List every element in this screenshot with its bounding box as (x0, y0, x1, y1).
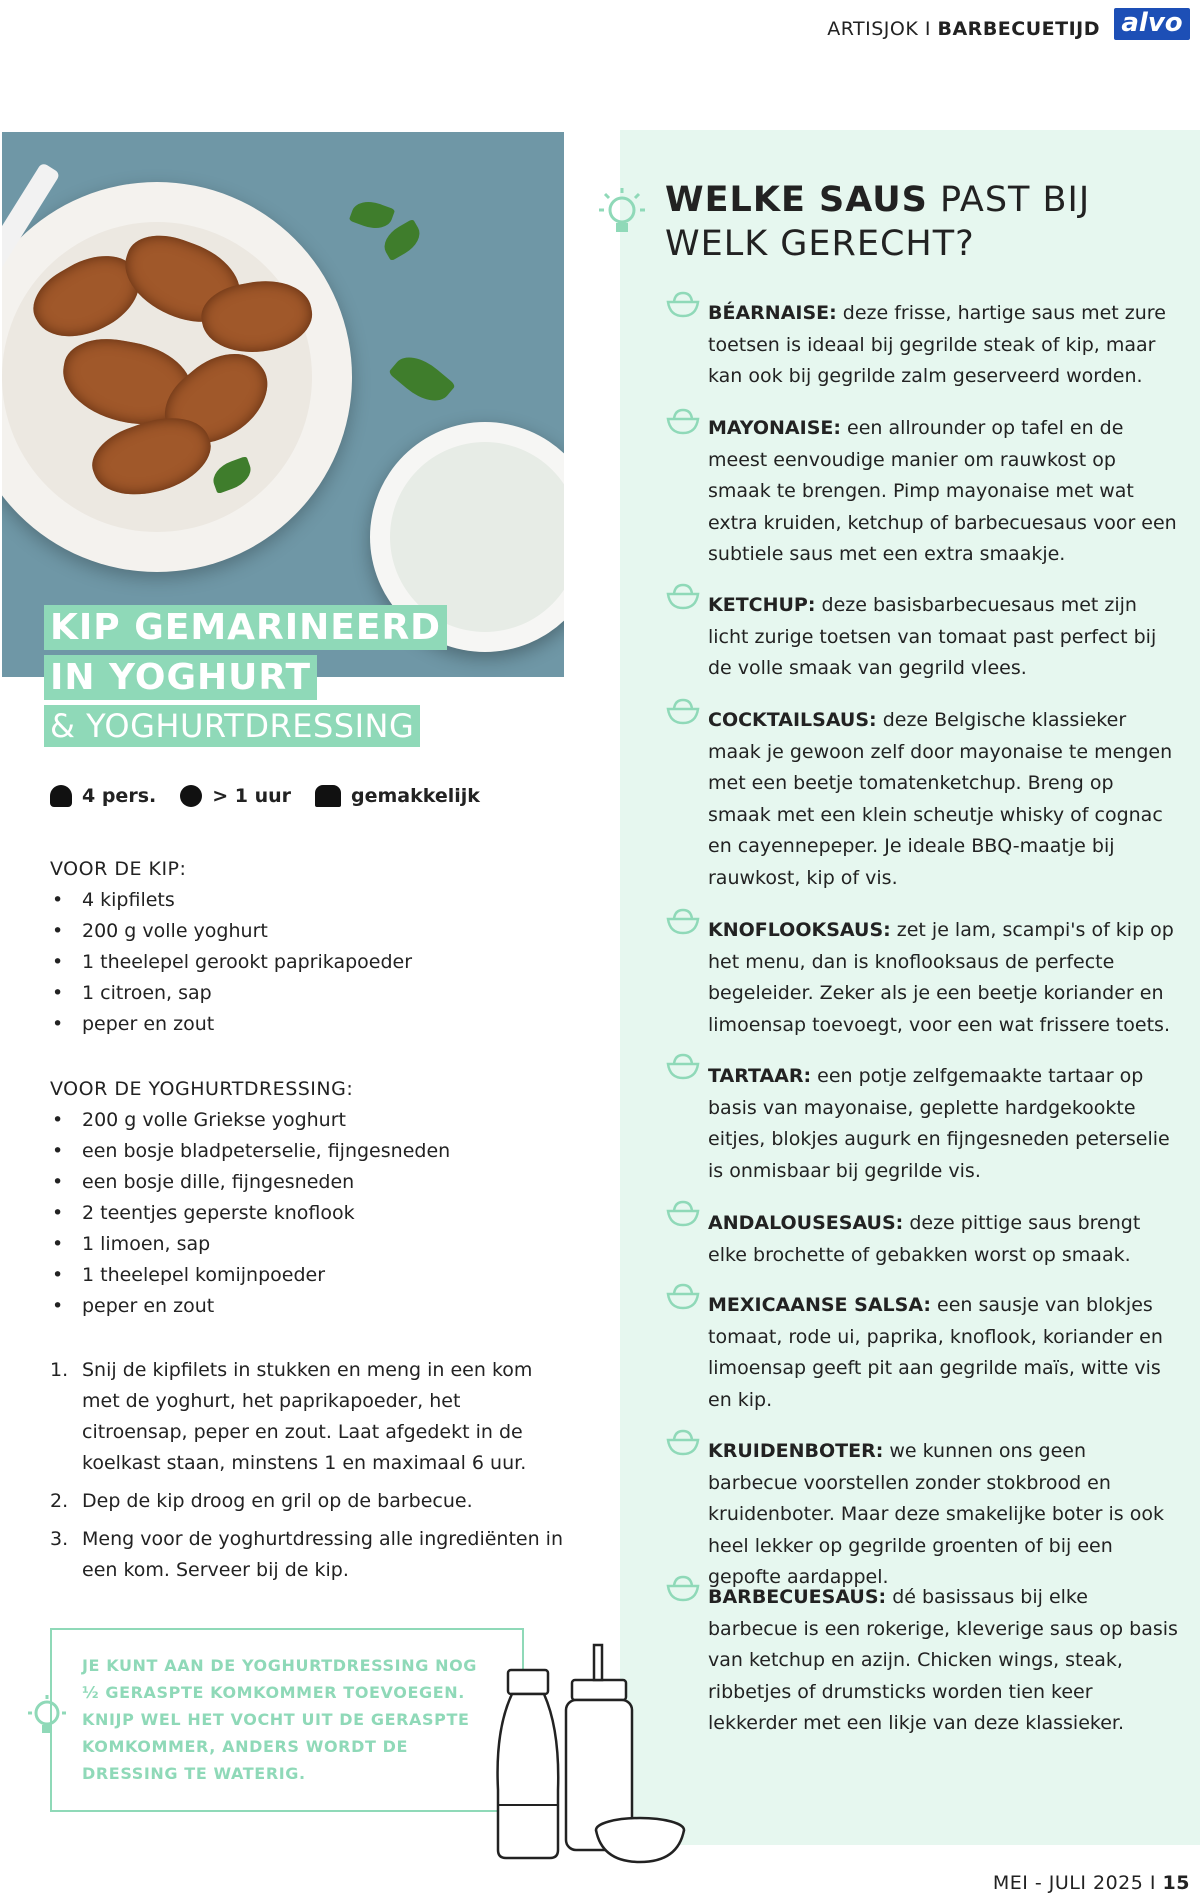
sauce-title-rest: PAST BIJ (927, 180, 1091, 220)
list-item: • een bosje bladpeterselie, fijngesneden (50, 1136, 450, 1167)
dressing-ingredients (50, 1074, 450, 1322)
step: 1. Snij de kipfilets in stukken en meng in een kom met de yoghurt, het paprikapoeder, het citroensap, peper en zout. Laat afgedekt in de koelkast staan, minstens 1 en maximaal 6 uur. (50, 1359, 533, 1474)
recipe-steps (50, 1355, 570, 1593)
sauce-item: KNOFLOOKSAUS: zet je lam, scampi's of kip op het menu, dan is knoflooksaus de perfecte begeleider. Zeker als je een beetje koriander en limoensap toevoegt, voor een wat frissere toets. (708, 919, 1174, 1036)
persons: 4 pers. (82, 785, 157, 807)
recipe-title-line2: IN YOGHURT (44, 655, 317, 700)
sauce-item: BARBECUESAUS: dé basissaus bij elke barbecue is een rokerige, kleverige saus op basis van ketchup en azijn. Chicken wings, steak, ribbetjes of drumsticks worden tien keer lekkerder met een likje van deze klassieker. (708, 1586, 1178, 1734)
alvo-logo: alvo (1114, 8, 1190, 40)
list-item: • een bosje dille, fijngesneden (50, 1167, 450, 1198)
footer-separator: I (1143, 1872, 1163, 1894)
sauce-bowl-icon (665, 288, 701, 318)
sauce-bowl-icon (665, 1572, 701, 1602)
list-item: • 2 teentjes geperste knoflook (50, 1198, 450, 1229)
list-item: • peper en zout (50, 1009, 412, 1040)
sauce-bowl-icon (665, 1426, 701, 1456)
recipe-title-line3: & YOGHURTDRESSING (44, 705, 420, 747)
sauce-item: KETCHUP: deze basisbarbecuesaus met zijn licht zurige toetsen van tomaat past perfect bij de volle smaak van gegrild vlees. (708, 594, 1157, 679)
list-item: • 200 g volle Griekse yoghurt (50, 1105, 450, 1136)
footer-date: MEI - JULI 2025 (992, 1872, 1144, 1894)
page-number: 15 (1162, 1872, 1190, 1894)
clock-icon (180, 785, 202, 807)
sauce-title-line2: WELK GERECHT? (665, 224, 975, 264)
sauce-bottles-illustration (490, 1640, 690, 1865)
sauce-bowl-icon (665, 1050, 701, 1080)
sauce-item: COCKTAILSAUS: deze Belgische klassieker maak je gewoon zelf door mayonaise te mengen met een beetje tomatenketchup. Breng op smaak met een klein scheutje whisky of cognac en cayennepeper. Je ideale BBQ-maatje bij rauwkost, kip of vis. (708, 709, 1173, 889)
sauce-item: MEXICAANSE SALSA: een sausje van blokjes tomaat, rode ui, paprika, knoflook, koriander en limoensap geeft pit aan gegrilde maïs, witte vis en kip. (708, 1294, 1163, 1411)
recipe-photo (2, 132, 564, 677)
header-subsection: BARBECUETIJD (937, 18, 1100, 40)
sauce-item: BÉARNAISE: deze frisse, hartige saus met zure toetsen is ideaal bij gegrilde steak of kip, maar kan ook bij gegrilde zalm geserveerd worden. (708, 302, 1166, 387)
step: 3. Meng voor de yoghurtdressing alle ingrediënten in een kom. Serveer bij de kip. (50, 1528, 564, 1581)
prep-time: > 1 uur (212, 785, 292, 807)
page-footer (993, 1872, 1190, 1894)
list-item: • 200 g volle yoghurt (50, 916, 412, 947)
sauce-item: ANDALOUSESAUS: deze pittige saus brengt elke brochette of gebakken worst op smaak. (708, 1212, 1141, 1266)
sauce-item: KRUIDENBOTER: we kunnen ons geen barbecue voorstellen zonder stokbrood en kruidenboter. Maar deze smakelijke boter is ook heel lekker op gegrilde groenten of bij een gepofte aardappel. (708, 1440, 1164, 1588)
sauce-item: TARTAAR: een potje zelfgemaakte tartaar op basis van mayonaise, geplette hardgekookte eitjes, blokjes augurk en fijngesneden peterselie is onmisbaar bij gegrilde vis. (708, 1065, 1170, 1182)
chef-hat-icon (315, 785, 341, 807)
recipe-title-line1: KIP GEMARINEERD (44, 605, 447, 650)
list-item: • 1 citroen, sap (50, 978, 412, 1009)
sauce-title-bold: WELKE SAUS (665, 180, 928, 220)
list-item: • 1 theelepel gerookt paprikapoeder (50, 947, 412, 978)
sauce-bowl-icon (665, 1197, 701, 1227)
sauce-bowl-icon (665, 695, 701, 725)
recipe-meta (50, 785, 504, 807)
list-item: • 1 theelepel komijnpoeder (50, 1260, 450, 1291)
list-item: • 1 limoen, sap (50, 1229, 450, 1260)
sauce-title (665, 178, 1090, 266)
header-section: ARTISJOK (827, 18, 919, 40)
lightbulb-icon (24, 1693, 70, 1743)
lightbulb-icon (595, 186, 649, 242)
list-item: • 4 kipfilets (50, 885, 412, 916)
tip-text: JE KUNT AAN DE YOGHURTDRESSING NOG ½ GERASPTE KOMKOMMER TOEVOEGEN. KNIJP WEL HET VOCHT UIT DE GERASPTE KOMKOMMER, ANDERS WORDT DE DRESSING TE WATERIG. (82, 1656, 478, 1783)
chicken-ingredients (50, 854, 412, 1040)
step: 2. Dep de kip droog en gril op de barbecue. (50, 1490, 473, 1512)
sauce-bowl-icon (665, 580, 701, 610)
sauce-bowl-icon (665, 405, 701, 435)
header-separator: I (918, 18, 938, 40)
page-header (827, 18, 1100, 40)
sauce-item: MAYONAISE: een allrounder op tafel en de meest eenvoudige manier om rauwkost op smaak te brengen. Pimp mayonaise met wat extra kruiden, ketchup of barbecuesaus voor een subtiele saus met een extra smaakje. (708, 417, 1177, 565)
list-item: • peper en zout (50, 1291, 450, 1322)
sauce-bowl-icon (665, 905, 701, 935)
dressing-heading: VOOR DE YOGHURTDRESSING: (50, 1078, 354, 1100)
difficulty: gemakkelijk (351, 785, 480, 807)
person-icon (50, 785, 72, 807)
chicken-heading: VOOR DE KIP: (50, 858, 187, 880)
sauce-bowl-icon (665, 1280, 701, 1310)
